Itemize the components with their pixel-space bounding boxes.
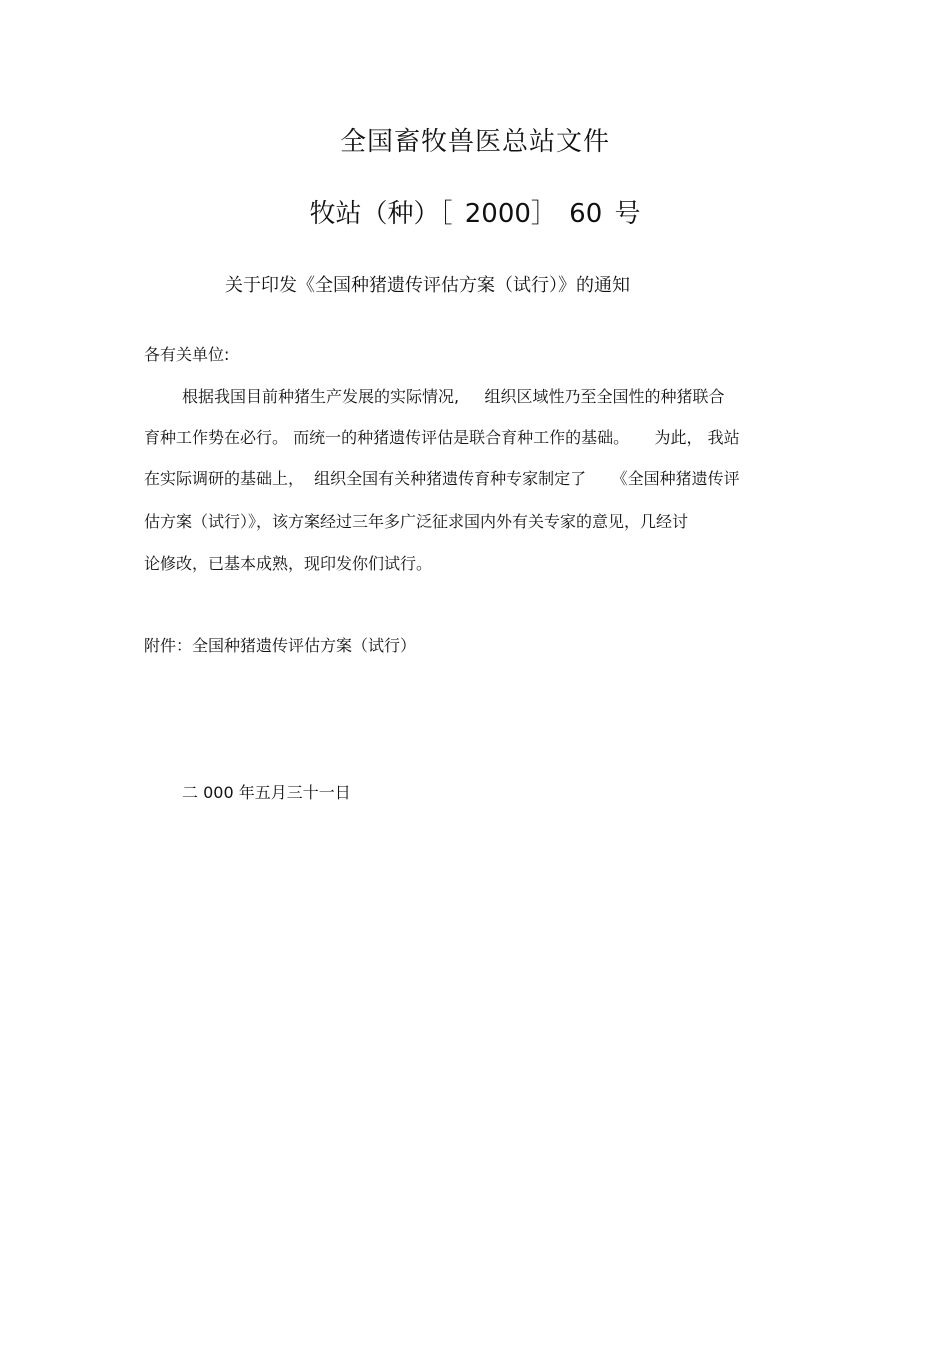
- body-paragraph-line: 论修改，已基本成熟，现印发你们试行。: [144, 554, 433, 573]
- attachment-line: 附件：全国种猪遗传评估方案（试行）: [144, 636, 417, 655]
- body-paragraph-line: 育种工作势在必行。 而统一的种猪遗传评估是联合育种工作的基础。 为此， 我站: [144, 428, 740, 447]
- body-paragraph-line: 在实际调研的基础上， 组织全国有关种猪遗传育种专家制定了 《全国种猪遗传评: [144, 469, 740, 488]
- document-number: 牧站（种）［ 2000］ 60 号: [309, 199, 641, 229]
- body-paragraph-line: 根据我国目前种猪生产发展的实际情况, 组织区域性乃至全国性的种猪联合: [182, 387, 725, 406]
- notice-title: 关于印发《全国种猪遗传评估方案（试行）》的通知: [225, 275, 630, 296]
- issuing-organization-title: 全国畜牧兽医总站文件: [339, 127, 610, 157]
- body-paragraph-line: 估方案（试行）》，该方案经过三年多广泛征求国内外有关专家的意见，几经讨: [144, 512, 689, 531]
- issue-date: 二 000 年五月三十一日: [182, 783, 351, 802]
- salutation: 各有关单位:: [144, 345, 230, 364]
